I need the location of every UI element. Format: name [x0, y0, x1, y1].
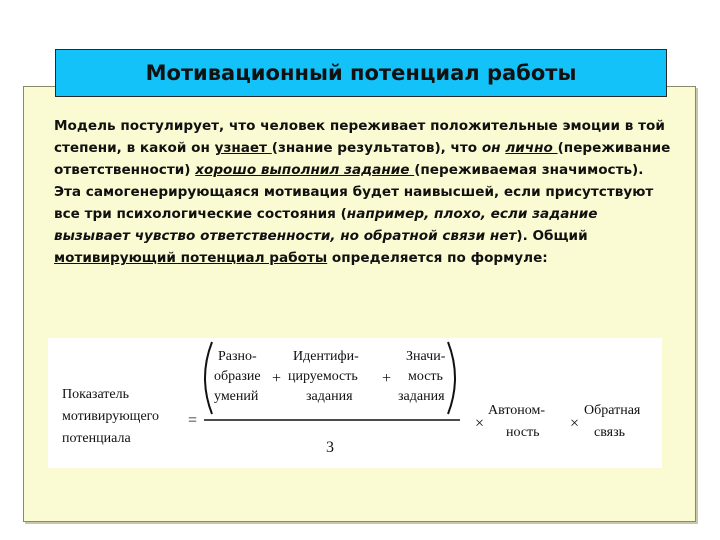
slide-title — [55, 49, 667, 97]
divisor: 3 — [326, 439, 334, 456]
text-run: (переживаемая значимость). Эта самогенерирующаяся мотивация будет наивысшей, если присутствуют все три психологические состояния ( — [54, 162, 654, 222]
term2-line-3: задания — [306, 389, 353, 404]
times-sign-1: × — [475, 415, 485, 432]
text-run: определяется по формуле: — [327, 250, 548, 266]
term4-line-1: Автоном- — [488, 403, 546, 418]
underlined-text: узнает — [214, 140, 272, 156]
formula-image — [48, 338, 662, 468]
times-sign-2: × — [570, 415, 580, 432]
text-run: ). Общий — [516, 228, 588, 244]
plus-sign-1: + — [272, 370, 282, 387]
lhs-line-3: потенциала — [62, 431, 131, 446]
term5-line-2: связь — [594, 425, 625, 440]
term3-line-2: мость — [408, 369, 443, 384]
term3-line-1: Значи- — [406, 349, 446, 364]
lhs-line-1: Показатель — [62, 387, 129, 402]
right-paren — [448, 342, 455, 414]
slide-title-text: Мотивационный потенциал работы — [145, 61, 577, 85]
underlined-text: лично — [505, 140, 558, 156]
text-run: (знание результатов), что — [271, 140, 482, 156]
lhs-line-2: мотивирующего — [62, 409, 160, 424]
term1-line-1: Разно- — [218, 349, 257, 364]
plus-sign-2: + — [382, 370, 392, 387]
formula-svg — [48, 338, 662, 468]
term2-line-1: Идентифи- — [293, 349, 359, 364]
term5-line-1: Обратная — [584, 403, 641, 418]
text-run: Модель постулирует, что человек переживает положительные эмоции в той степени, в какой он — [54, 118, 665, 156]
term1-line-2: образие — [214, 369, 261, 384]
underlined-text: мотивирующий потенциал работы — [54, 250, 328, 266]
term3-line-3: задания — [398, 389, 445, 404]
left-paren — [205, 342, 212, 414]
text-run: (переживание ответственности) — [54, 140, 671, 178]
term2-line-2: цируемость — [288, 369, 358, 384]
equals-sign: = — [188, 412, 198, 429]
italic-text: например, плохо, если задание вызывает чувство ответственности, но обратной связи нет — [54, 206, 598, 244]
underlined-text: хорошо выполнил задание — [195, 162, 415, 178]
term4-line-2: ность — [506, 425, 540, 440]
description-paragraph — [54, 115, 674, 269]
italic-text: он — [481, 140, 501, 156]
term1-line-3: умений — [214, 389, 259, 404]
